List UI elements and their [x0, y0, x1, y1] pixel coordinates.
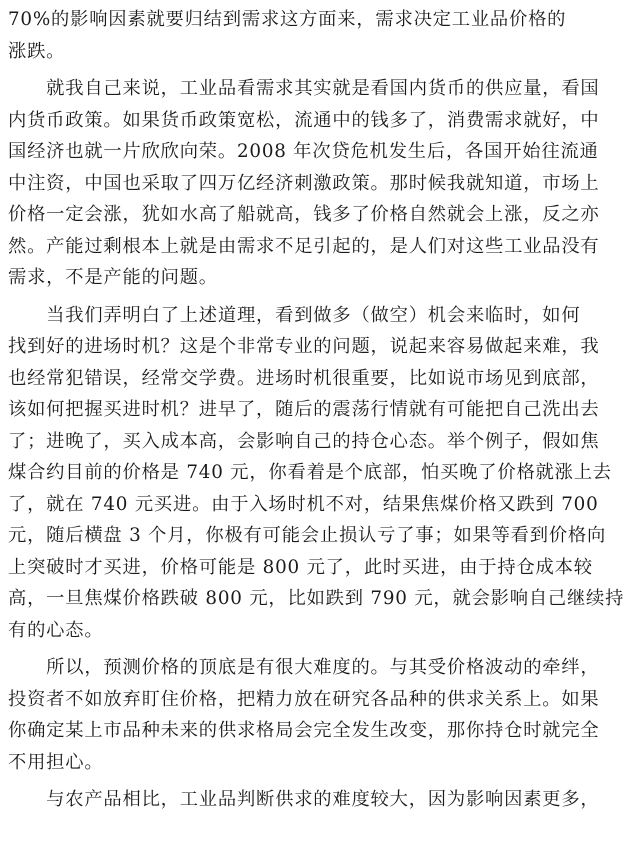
- text-line: 你确定某上市品种未来的供求格局会完全发生改变，那你持仓时就完全: [8, 720, 600, 741]
- text-line: 涨跌。: [8, 40, 66, 62]
- text-line: 所以，预测价格的顶底是有很大难度的。与其受价格波动的牵绊，: [8, 657, 600, 678]
- text-line: 与农产品相比，工业品判断供求的难度较大，因为影响因素更多，: [8, 789, 600, 810]
- text-line: 价格一定会涨，犹如水高了船就高，钱多了价格自然就会上涨，反之亦: [8, 204, 600, 225]
- text-line: 需求，不是产能的问题。: [8, 267, 218, 288]
- text-line: 找到好的进场时机？这是个非常专业的问题，说起来容易做起来难，我: [8, 336, 600, 357]
- paragraph-4: [8, 652, 600, 778]
- text-line: 国经济也就一片欣欣向荣。2008 年次贷危机发生后，各国开始往流通: [8, 141, 599, 162]
- paragraph-5: [8, 784, 600, 816]
- text-line: 内货币政策。如果货币政策宽松，流通中的钱多了，消费需求就好，中: [8, 109, 600, 131]
- text-line: 了；进晚了，买入成本高，会影响自己的持仓心态。举个例子，假如焦: [8, 430, 600, 452]
- paragraph-3: [8, 300, 624, 647]
- text-line: 有的心态。: [8, 619, 104, 641]
- text-line: 上突破时才买进，价格可能是 800 元了，此时买进，由于持仓成本较: [8, 556, 593, 578]
- text-line: 然。产能过剩根本上就是由需求不足引起的，是人们对这些工业品没有: [8, 235, 600, 257]
- paragraph-2: [8, 73, 600, 294]
- text-line: 70%的影响因素就要归结到需求这方面来，需求决定工业品价格的: [8, 9, 567, 30]
- text-line: 煤合约目前的价格是 740 元，你看着是个底部，怕买晚了价格就涨上去: [8, 462, 612, 483]
- text-line: 中注资，中国也采取了四万亿经济刺激政策。那时候我就知道，市场上: [8, 172, 600, 194]
- paragraph-1: [8, 4, 567, 67]
- text-line: 就我自己来说，工业品看需求其实就是看国内货币的供应量，看国: [8, 78, 600, 99]
- text-line: 该如何把握买进时机？进早了，随后的震荡行情就有可能把自己洗出去: [8, 399, 600, 420]
- text-line: 高，一旦焦煤价格跌破 800 元，比如跌到 790 元，就会影响自己继续持: [8, 588, 624, 609]
- text-line: 不用担心。: [8, 751, 104, 773]
- text-line: 当我们弄明白了上述道理，看到做多（做空）机会来临时，如何: [8, 304, 581, 326]
- text-line: 也经常犯错误，经常交学费。进场时机很重要，比如说市场见到底部，: [8, 367, 600, 389]
- text-line: 元，随后横盘 3 个月，你极有可能会止损认亏了事；如果等看到价格向: [8, 525, 607, 546]
- text-line: 了，就在 740 元买进。由于入场时机不对，结果焦煤价格又跌到 700: [8, 493, 599, 515]
- text-line: 投资者不如放弃盯住价格，把精力放在研究各品种的供求关系上。如果: [8, 688, 600, 710]
